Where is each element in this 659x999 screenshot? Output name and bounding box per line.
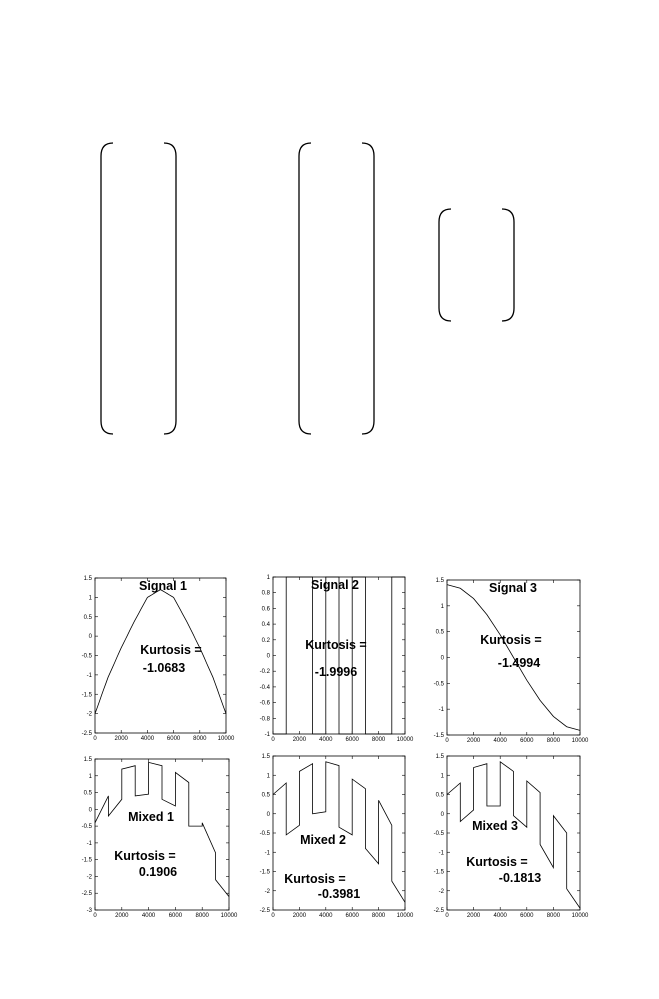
y-tick-label: -1.5: [433, 869, 444, 876]
left-bracket: [101, 143, 113, 434]
chart-title: Signal 1: [139, 579, 187, 593]
chart-1: [82, 576, 235, 742]
left-bracket: [299, 143, 311, 434]
x-tick-label: 10000: [396, 737, 414, 743]
x-tick-label: 2000: [292, 913, 307, 919]
x-tick-label: 8000: [546, 913, 561, 919]
y-tick-label: 0: [88, 807, 92, 814]
y-tick-label: 0.5: [435, 629, 444, 636]
y-tick-label: -2.5: [81, 891, 92, 898]
y-tick-label: 1: [266, 575, 270, 581]
kurtosis-label: Kurtosis =: [114, 849, 176, 863]
y-tick-label: 0: [88, 634, 92, 641]
y-tick-label: 0.5: [83, 614, 92, 621]
kurtosis-value: -1.0683: [142, 661, 186, 675]
y-tick-label: 0.5: [435, 792, 444, 799]
x-tick-label: 6000: [520, 738, 534, 744]
x-tick-label: 2000: [292, 737, 307, 743]
x-tick-label: 2000: [115, 913, 129, 919]
x-tick-label: 8000: [371, 737, 386, 743]
y-tick-label: -0.5: [433, 831, 444, 837]
matrix-bracket-2: [299, 143, 374, 434]
y-tick-label: 1: [88, 595, 92, 602]
kurtosis-value: 0.1906: [138, 865, 178, 879]
kurtosis-label: Kurtosis =: [305, 638, 367, 652]
y-tick-label: 1.5: [261, 754, 270, 760]
y-tick-label: 0.5: [83, 790, 92, 797]
y-tick-label: -0.5: [259, 831, 270, 837]
x-tick-label: 4000: [319, 913, 333, 919]
chart-title: Mixed 1: [128, 810, 174, 824]
series-line: [447, 762, 580, 908]
y-tick-label: -1: [438, 850, 444, 857]
y-tick-label: -1.5: [433, 733, 444, 739]
kurtosis-label: Kurtosis =: [284, 872, 346, 886]
kurtosis-value: -1.4994: [497, 656, 541, 670]
y-tick-label: -2: [264, 888, 270, 895]
kurtosis-value: -0.3981: [317, 887, 361, 901]
x-tick-label: 0: [271, 737, 275, 743]
y-tick-label: -1: [86, 672, 92, 679]
y-tick-label: -2: [86, 711, 92, 718]
x-tick-label: 4000: [319, 737, 333, 743]
y-tick-label: -1: [86, 840, 92, 847]
x-tick-label: 4000: [493, 738, 507, 744]
right-bracket: [362, 143, 374, 434]
kurtosis-label: Kurtosis =: [140, 643, 202, 657]
y-tick-label: 0.6: [261, 606, 270, 613]
chart-4: [82, 757, 238, 919]
x-tick-label: 10000: [217, 736, 235, 742]
y-tick-label: 1.5: [83, 576, 92, 582]
matrix-bracket-1: [101, 143, 176, 434]
x-tick-label: 4000: [140, 736, 155, 742]
y-tick-label: -0.8: [259, 716, 270, 723]
y-tick-label: 0.5: [261, 792, 270, 799]
x-tick-label: 0: [93, 913, 97, 919]
x-tick-label: 6000: [520, 913, 534, 919]
y-tick-label: -2.5: [433, 908, 444, 914]
y-tick-label: -0.4: [259, 684, 270, 691]
x-tick-label: 0: [93, 736, 97, 742]
x-tick-label: 6000: [166, 736, 181, 742]
y-tick-label: 1.5: [435, 578, 444, 584]
y-tick-label: 1.5: [83, 757, 92, 763]
chart-title: Signal 3: [489, 581, 537, 595]
y-tick-label: 0.2: [261, 637, 270, 644]
chart-5: [260, 754, 414, 919]
right-bracket: [502, 209, 514, 321]
y-tick-label: 1: [88, 773, 92, 780]
y-tick-label: -1: [438, 707, 444, 714]
y-tick-label: -1: [264, 732, 270, 738]
y-tick-label: -2: [438, 888, 444, 895]
y-tick-label: -1: [264, 850, 270, 857]
y-tick-label: 1: [440, 603, 444, 610]
x-tick-label: 4000: [141, 913, 156, 919]
x-tick-label: 10000: [220, 913, 238, 919]
matrix-bracket-3: [439, 209, 514, 321]
series-line: [273, 577, 405, 734]
y-tick-label: 1.5: [435, 754, 444, 760]
x-tick-label: 10000: [571, 738, 589, 744]
chart-title: Signal 2: [311, 578, 359, 592]
y-tick-label: 1: [440, 773, 444, 780]
chart-title: Mixed 2: [300, 833, 346, 847]
chart-2: [260, 575, 414, 743]
chart-6: [434, 754, 589, 919]
kurtosis-value: -1.9996: [314, 665, 358, 679]
y-tick-label: -2.5: [259, 908, 270, 914]
y-tick-label: 0: [440, 655, 444, 662]
x-tick-label: 4000: [493, 913, 507, 919]
kurtosis-label: Kurtosis =: [480, 633, 542, 647]
x-tick-label: 8000: [193, 736, 207, 742]
y-tick-label: -0.5: [433, 681, 444, 688]
kurtosis-value: -0.1813: [498, 871, 542, 885]
x-tick-label: 6000: [345, 913, 359, 919]
kurtosis-label: Kurtosis =: [466, 855, 528, 869]
y-tick-label: -2: [86, 874, 92, 881]
y-tick-label: -2.5: [81, 731, 92, 737]
x-tick-label: 2000: [466, 913, 481, 919]
y-tick-label: 0: [266, 653, 270, 660]
x-tick-label: 10000: [571, 913, 589, 919]
x-tick-label: 8000: [195, 913, 209, 919]
y-tick-label: 1: [266, 773, 270, 780]
y-tick-label: -1.5: [81, 692, 92, 699]
y-tick-label: 0: [440, 811, 444, 818]
y-tick-label: -1.5: [259, 869, 270, 876]
y-tick-label: 0.8: [261, 590, 270, 597]
chart-3: [434, 578, 589, 744]
x-tick-label: 8000: [546, 738, 561, 744]
y-tick-label: -3: [86, 908, 92, 914]
y-tick-label: 0: [266, 811, 270, 818]
y-tick-label: -1.5: [81, 857, 92, 864]
y-tick-label: -0.5: [81, 824, 92, 831]
x-tick-label: 0: [445, 738, 449, 744]
x-tick-label: 0: [271, 913, 275, 919]
y-tick-label: -0.5: [81, 653, 92, 660]
x-tick-label: 6000: [168, 913, 183, 919]
x-tick-label: 2000: [466, 738, 481, 744]
chart-grid: [82, 575, 589, 919]
y-tick-label: -0.2: [259, 669, 270, 676]
x-tick-label: 6000: [345, 737, 359, 743]
matrix-brackets: [101, 143, 514, 434]
x-tick-label: 2000: [114, 736, 128, 742]
chart-title: Mixed 3: [472, 819, 518, 833]
left-bracket: [439, 209, 451, 321]
y-tick-label: -0.6: [259, 700, 270, 707]
y-tick-label: 0.4: [261, 622, 270, 629]
x-tick-label: 0: [445, 913, 449, 919]
right-bracket: [164, 143, 176, 434]
x-tick-label: 8000: [371, 913, 386, 919]
x-tick-label: 10000: [396, 913, 414, 919]
